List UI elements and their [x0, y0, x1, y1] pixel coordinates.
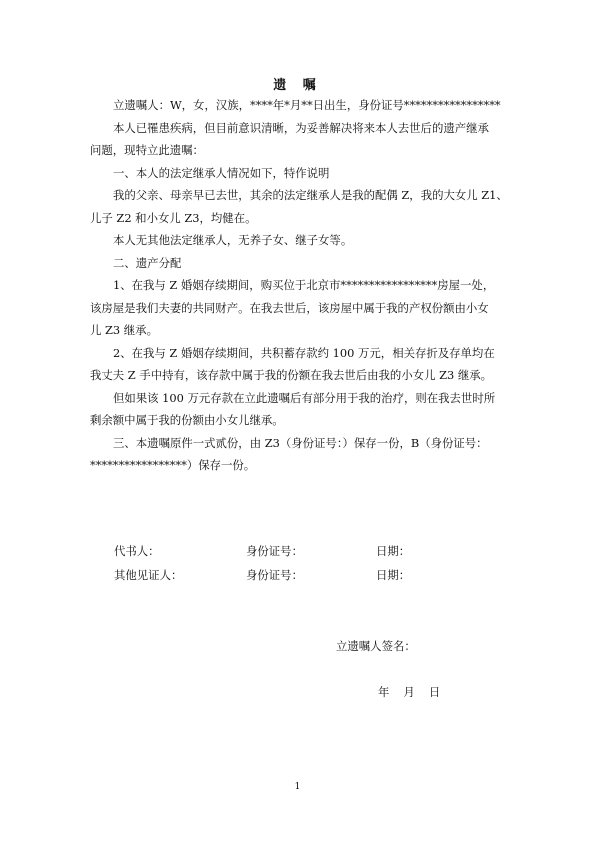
scribe-id-label: 身份证号： — [246, 544, 303, 558]
paragraph-line: 1、在我与 Z 婚姻存续期间，购买位于北京市*****************房屋一处， — [113, 278, 495, 292]
paragraph-line: 一、本人的法定继承人情况如下，特作说明 — [113, 165, 330, 180]
paragraph-line: 儿子 Z2 和小女儿 Z3，均健在。 — [90, 210, 257, 225]
document-body — [90, 94, 510, 477]
paragraph — [90, 94, 510, 117]
paragraph-line: 本人无其他法定继承人，无养子女、继子女等。 — [113, 233, 353, 247]
witness-id-label: 身份证号： — [246, 568, 303, 582]
paragraph — [90, 184, 510, 229]
date-year: 年 — [378, 685, 390, 699]
paragraph-line: 本人已罹患疾病，但目前意识清晰，为妥善解决将来本人去世后的遗产继承 — [113, 120, 489, 135]
scribe-label: 代书人： — [114, 544, 160, 558]
date-line — [378, 684, 454, 700]
paragraph-line: 但如果该 100 万元存款在立此遗嘱后有部分用于我的治疗，则在我去世时所 — [113, 390, 496, 405]
document-title: 遗 嘱 — [273, 78, 322, 93]
paragraph-line: 三、本遗嘱原件一式贰份，由 Z3（身份证号：）保存一份，B（身份证号： — [113, 435, 488, 450]
paragraph — [90, 162, 510, 185]
paragraph — [90, 342, 510, 387]
witness-label: 其他见证人： — [114, 568, 183, 582]
date-month: 月 — [403, 685, 415, 699]
paragraph-line: 问题，现特立此遗嘱： — [90, 143, 204, 157]
paragraph — [90, 117, 510, 162]
page-number: 1 — [294, 782, 301, 792]
paragraph-line: 儿 Z3 继承。 — [90, 323, 158, 337]
date-day: 日 — [428, 685, 441, 699]
paragraph-line: 剩余额中属于我的份额由小女儿继承。 — [90, 413, 284, 427]
paragraph — [90, 252, 510, 275]
paragraph — [90, 274, 510, 342]
paragraph-line: 我丈夫 Z 手中持有，该存款中属于我的份额在我去世后由我的小女儿 Z3 继承。 — [90, 368, 493, 382]
scribe-date-label: 日期： — [376, 544, 411, 558]
paragraph — [90, 387, 510, 432]
paragraph-line: 2、在我与 Z 婚姻存续期间，共积蓄存款约 100 万元，相关存折及存单均在 — [113, 345, 495, 360]
witness-date-label: 日期： — [376, 568, 411, 582]
paragraph-line: 该房屋是我们夫妻的共同财产。在我去世后，该房屋中属于我的产权份额由小女 — [90, 300, 489, 315]
paragraph — [90, 432, 510, 477]
paragraph — [90, 229, 510, 252]
paragraph-line: 二、遗产分配 — [113, 255, 182, 270]
paragraph-line: *****************）保存一份。 — [90, 458, 256, 472]
paragraph-line: 我的父亲、母亲早已去世，其余的法定继承人是我的配偶 Z，我的大女儿 Z1、 — [113, 188, 508, 202]
testator-signature-label: 立遗嘱人签名： — [336, 639, 416, 653]
paragraph-line: 立遗嘱人：W，女，汉族，****年*月**日出生，身份证号***************** — [113, 98, 501, 112]
